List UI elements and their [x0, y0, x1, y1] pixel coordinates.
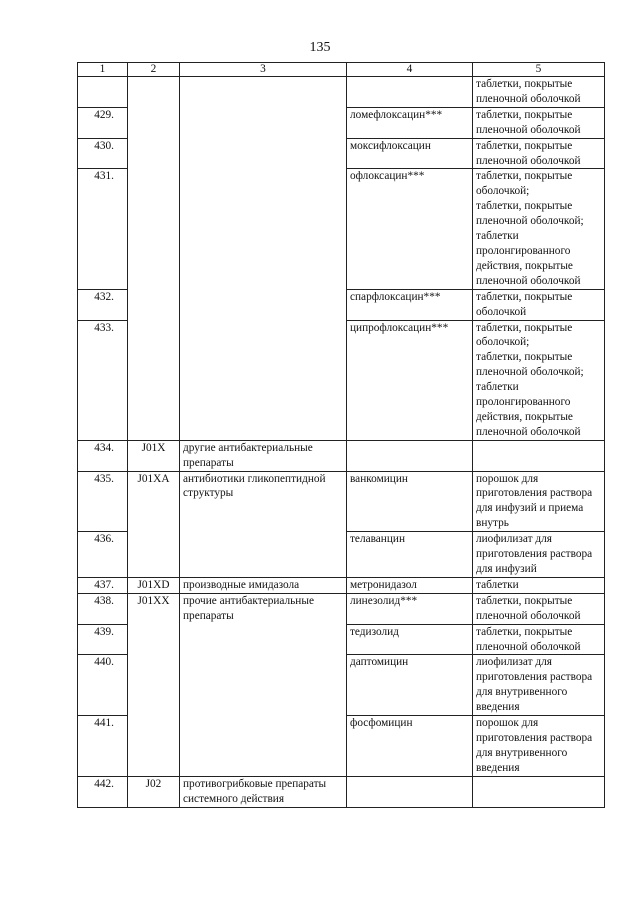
- table-row: [78, 776, 605, 807]
- dosage-form: лиофилизат для приготовления раствора для инфузий: [473, 532, 605, 578]
- page-number: 135: [309, 40, 331, 55]
- table-row: [78, 471, 605, 532]
- drug-name: спарфлоксацин***: [347, 289, 473, 320]
- atc-code: J01XD: [128, 577, 180, 593]
- drug-name: фосфомицин: [347, 716, 473, 777]
- table-row: [78, 440, 605, 471]
- dosage-form: таблетки: [473, 577, 605, 593]
- dosage-form: лиофилизат для приготовления раствора для внутривенного введения: [473, 655, 605, 716]
- drug-name: ципрофлоксацин***: [347, 320, 473, 440]
- row-number: 430.: [78, 138, 128, 169]
- drug-name: [347, 77, 473, 108]
- dosage-form: [473, 440, 605, 471]
- row-number: [78, 77, 128, 108]
- column-header-4: 4: [347, 63, 473, 77]
- row-number: 431.: [78, 169, 128, 289]
- atc-code: J02: [128, 776, 180, 807]
- group-name: производные имидазола: [180, 577, 347, 593]
- dosage-form: таблетки, покрытые пленочной оболочкой: [473, 77, 605, 108]
- dosage-form: порошок для приготовления раствора для внутривенного введения: [473, 716, 605, 777]
- row-number: 441.: [78, 716, 128, 777]
- dosage-form: таблетки, покрытые пленочной оболочкой: [473, 593, 605, 624]
- row-number: 436.: [78, 532, 128, 578]
- dosage-form: [473, 776, 605, 807]
- atc-code-cell: [128, 77, 180, 441]
- table-row: [78, 577, 605, 593]
- drug-name: ванкомицин: [347, 471, 473, 532]
- column-header-5: 5: [473, 63, 605, 77]
- row-number: 432.: [78, 289, 128, 320]
- dosage-form: таблетки, покрытые оболочкой; таблетки, покрытые пленочной оболочкой; таблетки пролонгированного действия, покрытые пленочной оболочкой: [473, 169, 605, 289]
- group-name: противогрибковые препараты системного действия: [180, 776, 347, 807]
- row-number: 429.: [78, 107, 128, 138]
- dosage-form: таблетки, покрытые пленочной оболочкой: [473, 138, 605, 169]
- column-header-2: 2: [128, 63, 180, 77]
- drug-name: даптомицин: [347, 655, 473, 716]
- group-name: другие антибактериальные препараты: [180, 440, 347, 471]
- table-header-row: [78, 63, 605, 77]
- drug-name: телаванцин: [347, 532, 473, 578]
- drug-name: линезолид***: [347, 593, 473, 624]
- atc-code: J01X: [128, 440, 180, 471]
- row-number: 440.: [78, 655, 128, 716]
- dosage-form: таблетки, покрытые пленочной оболочкой: [473, 624, 605, 655]
- dosage-form: таблетки, покрытые оболочкой: [473, 289, 605, 320]
- drug-name: ломефлоксацин***: [347, 107, 473, 138]
- atc-code: J01XX: [128, 593, 180, 776]
- row-number: 435.: [78, 471, 128, 532]
- dosage-form: таблетки, покрытые пленочной оболочкой: [473, 107, 605, 138]
- row-number: 442.: [78, 776, 128, 807]
- table-row: [78, 593, 605, 624]
- drug-name: офлоксацин***: [347, 169, 473, 289]
- column-header-1: 1: [78, 63, 128, 77]
- table-row: [78, 77, 605, 108]
- atc-code: J01XA: [128, 471, 180, 577]
- row-number: 438.: [78, 593, 128, 624]
- group-name: антибиотики гликопептидной структуры: [180, 471, 347, 577]
- group-name: прочие антибактериальные препараты: [180, 593, 347, 776]
- drug-name: моксифлоксацин: [347, 138, 473, 169]
- dosage-form: порошок для приготовления раствора для инфузий и приема внутрь: [473, 471, 605, 532]
- row-number: 437.: [78, 577, 128, 593]
- row-number: 434.: [78, 440, 128, 471]
- drug-name: [347, 776, 473, 807]
- group-name-cell: [180, 77, 347, 441]
- row-number: 433.: [78, 320, 128, 440]
- row-number: 439.: [78, 624, 128, 655]
- medicines-table: [77, 62, 605, 808]
- drug-name: метронидазол: [347, 577, 473, 593]
- drug-name: тедизолид: [347, 624, 473, 655]
- column-header-3: 3: [180, 63, 347, 77]
- dosage-form: таблетки, покрытые оболочкой; таблетки, покрытые пленочной оболочкой; таблетки пролонгированного действия, покрытые пленочной оболочкой: [473, 320, 605, 440]
- drug-name: [347, 440, 473, 471]
